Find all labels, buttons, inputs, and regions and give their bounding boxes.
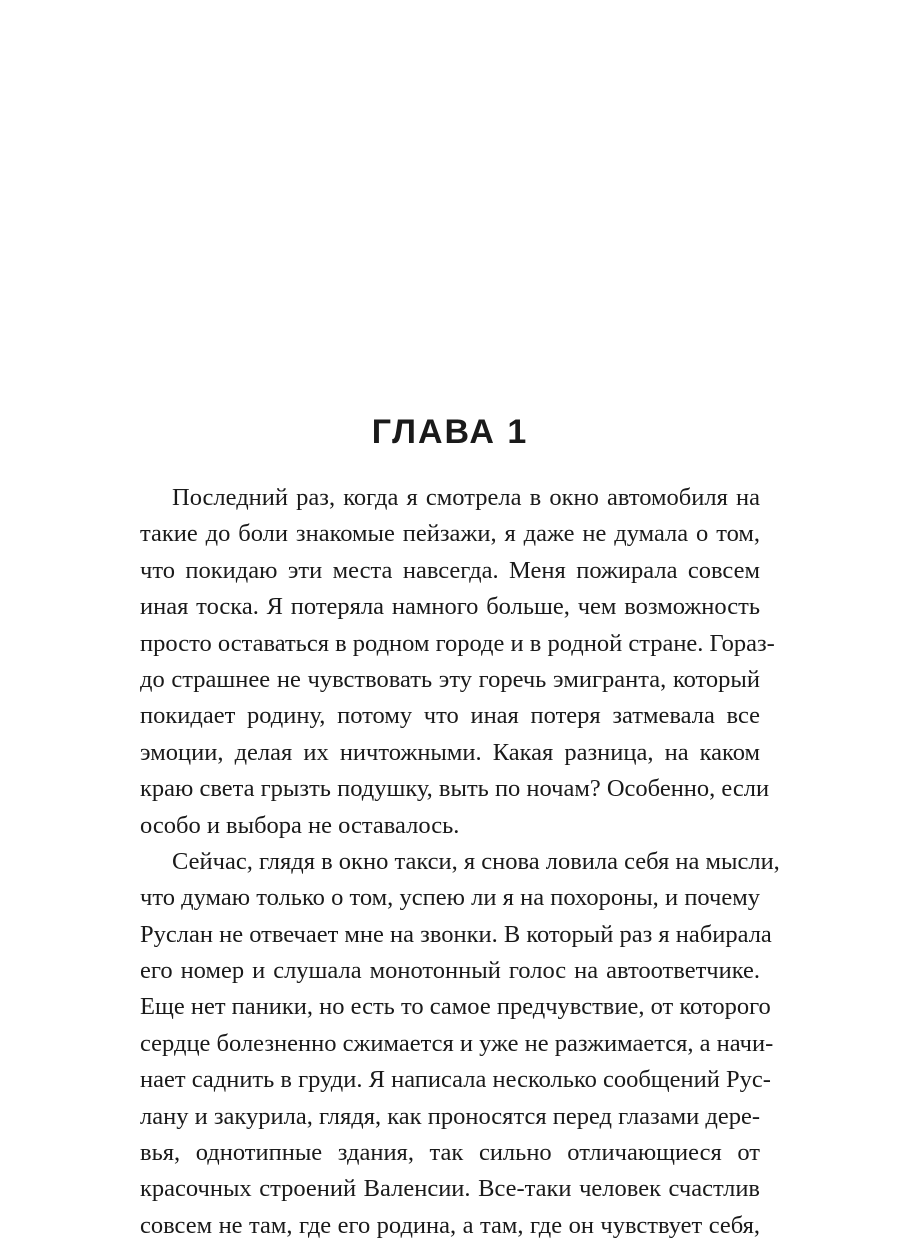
paragraph-2-line: совсем не там, где его родина, а там, где он чувствует себя, — [140, 1211, 760, 1239]
paragraph-1-line: иная тоска. Я потеряла намного больше, чем возможность — [140, 593, 760, 621]
paragraph-2-line: красочных строений Валенсии. Все-таки человек счастлив — [140, 1175, 760, 1203]
paragraph-2-line: лану и закурила, глядя, как проносятся перед глазами дере- — [140, 1102, 760, 1130]
paragraph-2-line: Руслан не отвечает мне на звонки. В который раз я набирала — [140, 920, 772, 948]
paragraph-2-line: Еще нет паники, но есть то самое предчувствие, от которого — [140, 993, 771, 1021]
paragraph-2-line: его номер и слушала монотонный голос на автоответчике. — [140, 957, 760, 985]
paragraph-1-line: до страшнее не чувствовать эту горечь эмигранта, который — [140, 665, 760, 693]
paragraph-1-line: Последний раз, когда я смотрела в окно автомобиля на — [172, 484, 760, 511]
paragraph-1-line: особо и выбора не оставалось. — [140, 811, 460, 839]
paragraph-2-line: нает саднить в груди. Я написала несколько сообщений Рус- — [140, 1066, 771, 1094]
paragraph-2-line: Сейчас, глядя в окно такси, я снова ловила себя на мысли, — [172, 847, 780, 875]
chapter-title: ГЛАВА 1 — [371, 413, 529, 451]
paragraph-1-line: просто оставаться в родном городе и в родной стране. Гораз- — [140, 629, 775, 657]
paragraph-2-line: сердце болезненно сжимается и уже не разжимается, а начи- — [140, 1029, 774, 1057]
paragraph-1-line: такие до боли знакомые пейзажи, я даже не думала о том, — [140, 520, 760, 548]
chapter-body — [140, 480, 780, 1244]
paragraph-2-line: вья, однотипные здания, так сильно отличающиеся от — [140, 1139, 760, 1167]
paragraph-1-line: эмоции, делая их ничтожными. Какая разница, на каком — [140, 738, 760, 766]
paragraph-1-line: покидает родину, потому что иная потеря затмевала все — [140, 702, 760, 730]
paragraph-1-line: что покидаю эти места навсегда. Меня пожирала совсем — [140, 556, 760, 584]
paragraph-2-line: что думаю только о том, успею ли я на похороны, и почему — [140, 884, 760, 912]
paragraph-1-line: краю света грызть подушку, выть по ночам? Особенно, если — [140, 775, 770, 803]
